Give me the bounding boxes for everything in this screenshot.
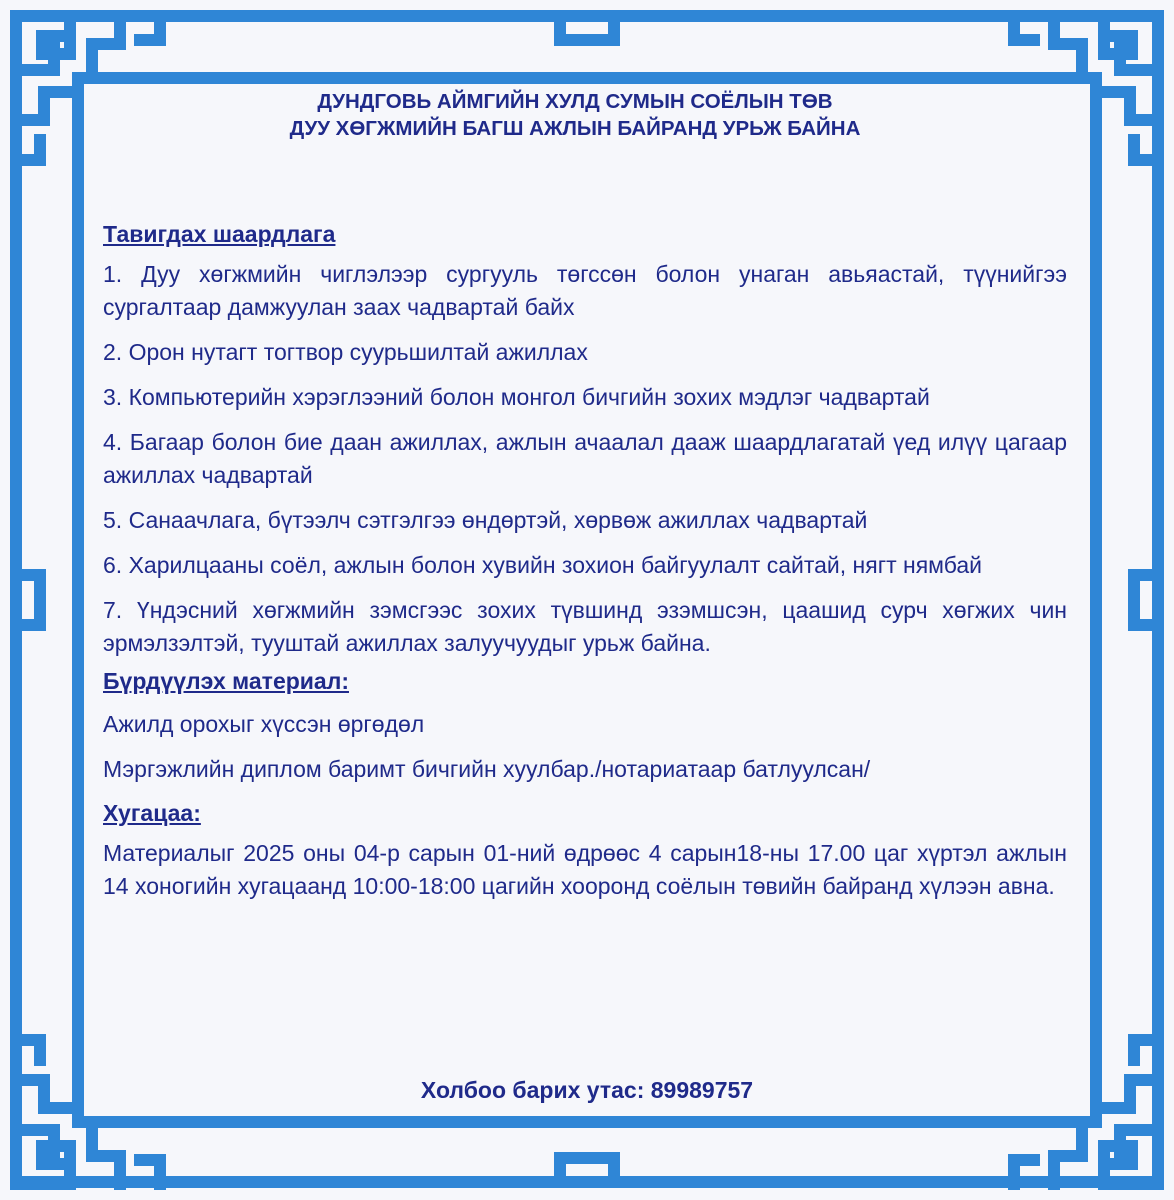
requirements-title: Тавигдах шаардлага bbox=[103, 221, 336, 247]
requirement-item-2: 2. Орон нутагт тогтвор суурьшилтай ажиллах bbox=[103, 339, 588, 365]
deadline-text: Материалыг 2025 оны 04-р сарын 01-ний өдрөөс 4 сарын18-ны 17.00 цаг хүртэл ажлын 14 хоногийн хугацаанд 10:00-18:00 цагийн хооронд соёлын төвийн байранд хүлээн авна. bbox=[103, 840, 1067, 899]
requirement-item-5: 5. Санаачлага, бүтээлч сэтгэлгээ өндөртэй, хөрвөж ажиллах чадвартай bbox=[103, 507, 868, 533]
materials-title: Бүрдүүлэх материал: bbox=[103, 668, 349, 694]
material-item-2: Мэргэжлийн диплом баримт бичгийн хуулбар./нотариатаар батлуулсан/ bbox=[103, 756, 871, 782]
notice-heading bbox=[83, 88, 1067, 142]
heading-line-1: ДУНДГОВЬ АЙМГИЙН ХУЛД СУМЫН СОЁЛЫН ТӨВ bbox=[317, 90, 833, 113]
heading-line-2: ДУУ ХӨГЖМИЙН БАГШ АЖЛЫН БАЙРАНД УРЬЖ БАЙНА bbox=[289, 117, 861, 140]
notice-content bbox=[103, 88, 1067, 903]
deadline-title: Хугацаа: bbox=[103, 800, 201, 826]
requirement-item-1: 1. Дуу хөгжмийн чиглэлээр сургууль төгссөн болон унаган авьяастай, түүнийгээ сургалтаар дамжуулан заах чадвартай байх bbox=[103, 261, 1067, 320]
material-item-1: Ажилд орохыг хүссэн өргөдөл bbox=[103, 711, 425, 737]
requirement-item-4: 4. Багаар болон бие даан ажиллах, ажлын ачаалал дааж шаардлагатай үед илүү цагаар ажиллах чадвартай bbox=[103, 429, 1067, 488]
requirement-item-3: 3. Компьютерийн хэрэглээний болон монгол бичгийн зохих мэдлэг чадвартай bbox=[103, 384, 930, 410]
requirement-item-7: 7. Үндэсний хөгжмийн зэмсгээс зохих түвшинд эзэмшсэн, цаашид сурч хөгжих чин эрмэлзэлтэй, тууштай ажиллах залуучуудыг урьж байна. bbox=[103, 597, 1067, 656]
requirement-item-6: 6. Харилцааны соёл, ажлын болон хувийн зохион байгуулалт сайтай, нягт нямбай bbox=[103, 552, 983, 578]
contact-phone: Холбоо барих утас: 89989757 bbox=[420, 1077, 754, 1103]
